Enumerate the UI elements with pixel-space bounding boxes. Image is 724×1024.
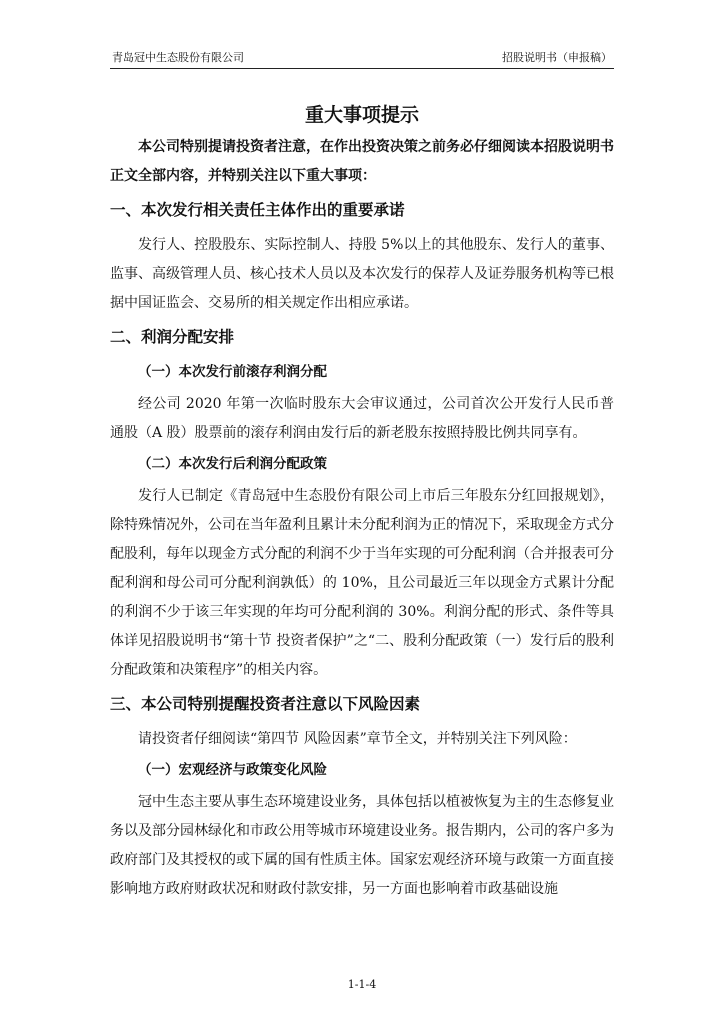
section-2-1-heading: （一）本次发行前滚存利润分配 [138, 364, 327, 380]
section-2-2-paragraph: 发行人已制定《青岛冠中生态股份有限公司上市后三年股东分红回报规划》，除特殊情况外，公司在当年盈利且累计未分配利润为正的情况下，采取现金方式分配股利，每年以现金方式分配的利润不少于当年实现的可分配利润（合并报表可分配利润和母公司可分配利润孰低）的 10%，且公司最近三年以现金方式累计分配的利润不少于该三年实现的年均可分配利润的 30%。利润分配的形式、条件等具体详见招股说明书“第十节 投资者保护”之“二、股利分配政策（一）发行后的股利分配政策和决策程序”的相关内容。 [110, 488, 614, 678]
header-divider [110, 68, 614, 69]
section-3-heading: 三、本公司特别提醒投资者注意以下风险因素 [110, 695, 421, 713]
header-document-type: 招股说明书（申报稿） [502, 51, 612, 64]
document-body [110, 133, 614, 904]
section-2-1-paragraph: 经公司 2020 年第一次临时股东大会审议通过，公司首次公开发行人民币普通股（A 股）股票前的滚存利润由发行后的新老股东按照持股比例共同享有。 [110, 396, 614, 441]
page-title: 重大事项提示 [304, 104, 419, 126]
page-number: 1-1-4 [347, 978, 377, 991]
section-3-1-paragraph: 冠中生态主要从事生态环境建设业务，具体包括以植被恢复为主的生态修复业务以及部分园林绿化和市政公用等城市环境建设业务。报告期内，公司的客户多为政府部门及其授权的或下属的国有性质主体。国家宏观经济环境与政策一方面直接影响地方政府财政状况和财政付款安排，另一方面也影响着市政基础设施 [110, 794, 614, 897]
intro-paragraph: 本公司特别提请投资者注意，在作出投资决策之前务必仔细阅读本招股说明书正文全部内容，并特别关注以下重大事项： [110, 139, 614, 184]
section-1-heading: 一、本次发行相关责任主体作出的重要承诺 [110, 201, 405, 219]
section-2-2-heading: （二）本次发行后利润分配政策 [138, 456, 327, 472]
section-3-1-heading: （一）宏观经济与政策变化风险 [138, 762, 327, 778]
page-header [112, 51, 612, 67]
header-company-name: 青岛冠中生态股份有限公司 [112, 51, 244, 64]
section-1-paragraph: 发行人、控股股东、实际控制人、持股 5%以上的其他股东、发行人的董事、监事、高级管理人员、核心技术人员以及本次发行的保荐人及证券服务机构等已根据中国证监会、交易所的相关规定作出相应承诺。 [110, 237, 614, 311]
section-2-heading: 二、利润分配安排 [110, 328, 235, 346]
section-3-paragraph: 请投资者仔细阅读“第四节 风险因素”章节全文，并特别关注下列风险： [138, 731, 577, 747]
